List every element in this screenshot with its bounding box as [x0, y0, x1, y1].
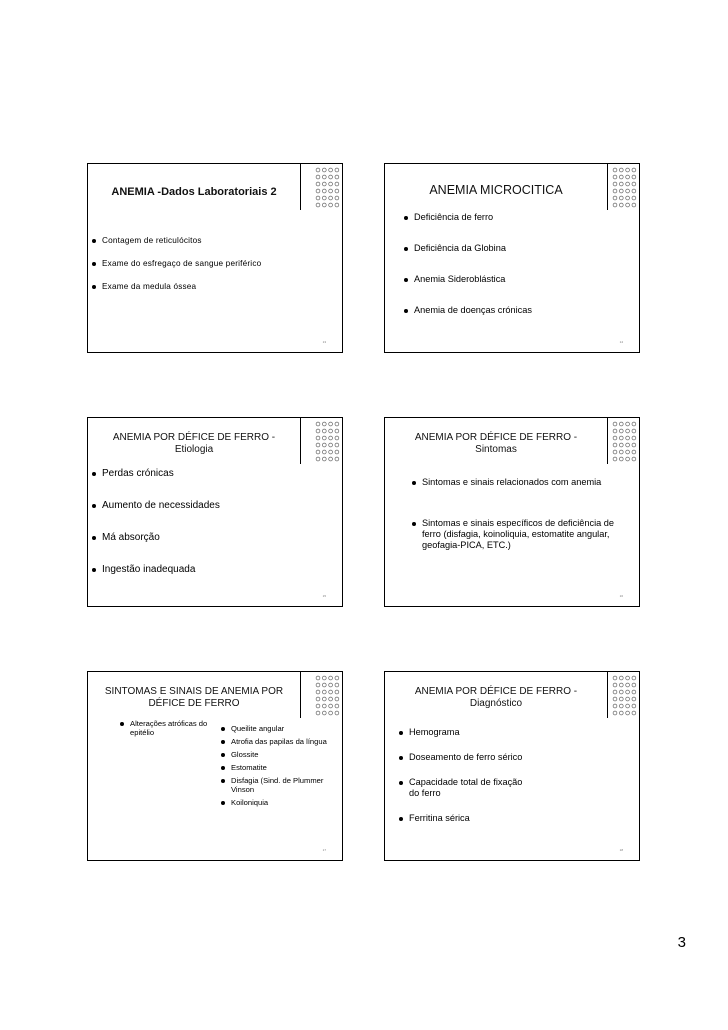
slide-number: 16	[619, 594, 623, 598]
dot-mark	[316, 711, 320, 715]
dot-mark	[632, 443, 636, 447]
dot-mark	[335, 697, 339, 701]
dot-mark	[613, 189, 617, 193]
dot-mark	[335, 450, 339, 454]
bullet-list-left	[120, 719, 220, 737]
dot-mark	[619, 429, 623, 433]
bullet-list	[412, 477, 624, 551]
dot-mark	[613, 697, 617, 701]
list-item: Anemia de doenças crónicas	[404, 305, 629, 316]
dot-mark	[329, 175, 333, 179]
dot-mark	[626, 429, 630, 433]
dot-mark	[322, 189, 326, 193]
dot-mark	[335, 704, 339, 708]
dot-mark	[316, 168, 320, 172]
dot-mark	[632, 704, 636, 708]
dot-mark	[329, 168, 333, 172]
dot-mark	[329, 676, 333, 680]
dot-mark	[322, 175, 326, 179]
list-item: Capacidade total de fixação do ferro	[399, 777, 524, 799]
slide-17	[87, 671, 343, 861]
bullet-list-right	[221, 724, 327, 807]
list-item: Sintomas e sinais específicos de deficiência de ferro (disfagia, koinoliquia, estomatite angular, geofagia-PICA, ETC.)	[412, 518, 624, 551]
dot-mark	[632, 175, 636, 179]
dot-mark	[626, 443, 630, 447]
dot-mark	[322, 196, 326, 200]
dot-mark	[626, 697, 630, 701]
dot-mark	[613, 683, 617, 687]
dot-mark	[626, 676, 630, 680]
dot-mark	[613, 450, 617, 454]
dot-mark	[632, 196, 636, 200]
list-item: Ferritina sérica	[399, 813, 524, 824]
dot-mark	[335, 690, 339, 694]
dot-mark	[626, 189, 630, 193]
dot-mark	[322, 683, 326, 687]
dot-mark	[632, 457, 636, 461]
dot-mark	[329, 203, 333, 207]
dot-mark	[316, 436, 320, 440]
list-item: Queilite angular	[221, 724, 327, 733]
list-item: Alterações atróficas do epitélio	[120, 719, 220, 737]
dot-mark	[619, 203, 623, 207]
dot-mark	[322, 436, 326, 440]
dot-mark	[335, 182, 339, 186]
slide-title-line: ANEMIA -Dados Laboratoriais 2	[111, 186, 277, 198]
dot-mark	[335, 457, 339, 461]
dot-mark	[613, 676, 617, 680]
dot-mark	[619, 182, 623, 186]
dot-mark	[619, 683, 623, 687]
dot-mark	[613, 168, 617, 172]
slide-number: 13	[322, 340, 326, 344]
dot-mark	[619, 175, 623, 179]
slide-number: 18	[619, 848, 623, 852]
dot-mark	[335, 429, 339, 433]
dot-mark	[626, 457, 630, 461]
dot-mark	[329, 422, 333, 426]
title-divider	[607, 164, 608, 210]
title-divider	[300, 672, 301, 718]
list-item: Deficiência de ferro	[404, 212, 629, 223]
list-item: Ingestão inadequada	[92, 564, 332, 576]
slide-number: 17	[322, 848, 326, 852]
slide-title	[88, 686, 300, 710]
list-item: Anemia Sideroblástica	[404, 274, 629, 285]
slide-title-line: Diagnóstico	[469, 698, 523, 709]
dot-mark	[626, 711, 630, 715]
dot-mark	[619, 168, 623, 172]
slide-13	[87, 163, 343, 353]
dot-mark	[613, 203, 617, 207]
list-item: Exame do esfregaço de sangue periférico	[92, 259, 332, 269]
slide-title	[385, 432, 607, 456]
dot-mark	[619, 457, 623, 461]
slide-title-line: SINTOMAS E SINAIS DE ANEMIA POR	[104, 686, 284, 697]
dot-mark	[322, 697, 326, 701]
dot-mark	[619, 189, 623, 193]
list-item: Koiloniquia	[221, 798, 327, 807]
bullet-list	[92, 236, 332, 292]
dot-mark	[335, 676, 339, 680]
dot-mark	[316, 690, 320, 694]
dot-mark	[613, 690, 617, 694]
bullet-list	[399, 727, 524, 824]
list-item: Contagem de reticulócitos	[92, 236, 332, 246]
dot-mark	[619, 704, 623, 708]
dot-mark	[322, 457, 326, 461]
dot-mark	[316, 175, 320, 179]
dot-mark	[613, 182, 617, 186]
dot-grid-icon	[315, 421, 341, 463]
list-item: Sintomas e sinais relacionados com anemia	[412, 477, 624, 488]
list-item: Atrofia das papilas da língua	[221, 737, 327, 746]
list-item: Disfagia (Sind. de Plummer Vinson	[221, 776, 327, 794]
dot-mark	[626, 436, 630, 440]
dot-mark	[322, 711, 326, 715]
dot-mark	[613, 175, 617, 179]
slide-title-line: DÉFICE DE FERRO	[148, 698, 240, 709]
dot-mark	[329, 182, 333, 186]
slide-title	[385, 686, 607, 710]
dot-mark	[322, 168, 326, 172]
dot-mark	[632, 436, 636, 440]
slide-15	[87, 417, 343, 607]
dot-mark	[316, 450, 320, 454]
dot-mark	[329, 711, 333, 715]
dot-mark	[613, 443, 617, 447]
dot-mark	[626, 203, 630, 207]
dot-mark	[619, 676, 623, 680]
dot-mark	[619, 196, 623, 200]
slide-title-line: ANEMIA POR DÉFICE DE FERRO -	[414, 686, 578, 697]
slide-title-line: ANEMIA POR DÉFICE DE FERRO -	[112, 432, 276, 443]
list-item: Doseamento de ferro sérico	[399, 752, 524, 763]
dot-mark	[613, 196, 617, 200]
dot-mark	[626, 422, 630, 426]
dot-mark	[626, 450, 630, 454]
dot-mark	[322, 704, 326, 708]
slide-number: 14	[619, 340, 623, 344]
dot-mark	[626, 704, 630, 708]
dot-mark	[322, 676, 326, 680]
slide-18	[384, 671, 640, 861]
dot-mark	[329, 697, 333, 701]
dot-mark	[632, 676, 636, 680]
list-item: Má absorção	[92, 532, 332, 544]
dot-mark	[329, 704, 333, 708]
list-item: Aumento de necessidades	[92, 500, 332, 512]
dot-mark	[335, 196, 339, 200]
dot-mark	[329, 189, 333, 193]
title-divider	[300, 418, 301, 464]
dot-mark	[632, 189, 636, 193]
dot-mark	[322, 429, 326, 433]
dot-mark	[613, 422, 617, 426]
dot-mark	[619, 422, 623, 426]
dot-mark	[329, 443, 333, 447]
dot-mark	[335, 189, 339, 193]
dot-mark	[335, 436, 339, 440]
slide-title	[88, 432, 300, 456]
dot-mark	[613, 457, 617, 461]
list-item: Exame da medula óssea	[92, 282, 332, 292]
dot-mark	[329, 690, 333, 694]
slide-title-line: ANEMIA POR DÉFICE DE FERRO -	[414, 432, 578, 443]
dot-mark	[316, 422, 320, 426]
dot-grid-icon	[315, 167, 341, 209]
dot-mark	[619, 436, 623, 440]
slide-16	[384, 417, 640, 607]
dot-mark	[329, 196, 333, 200]
list-item: Deficiência da Globina	[404, 243, 629, 254]
list-item: Estomatite	[221, 763, 327, 772]
dot-mark	[632, 422, 636, 426]
dot-mark	[613, 429, 617, 433]
dot-grid-icon	[612, 421, 638, 463]
list-item: Hemograma	[399, 727, 524, 738]
dot-mark	[335, 175, 339, 179]
dot-mark	[619, 697, 623, 701]
dot-mark	[329, 429, 333, 433]
dot-mark	[316, 457, 320, 461]
slide-title-line: Sintomas	[475, 444, 517, 455]
slide-title	[88, 186, 300, 198]
dot-mark	[322, 443, 326, 447]
dot-mark	[335, 203, 339, 207]
dot-mark	[619, 450, 623, 454]
dot-mark	[316, 697, 320, 701]
dot-mark	[322, 422, 326, 426]
slide-14	[384, 163, 640, 353]
dot-mark	[632, 182, 636, 186]
dot-mark	[335, 683, 339, 687]
dot-mark	[329, 683, 333, 687]
dot-mark	[632, 697, 636, 701]
bullet-list	[92, 468, 332, 576]
dot-mark	[335, 443, 339, 447]
list-item: Glossite	[221, 750, 327, 759]
title-divider	[300, 164, 301, 210]
dot-mark	[329, 450, 333, 454]
dot-mark	[322, 450, 326, 454]
dot-mark	[335, 168, 339, 172]
dot-mark	[335, 711, 339, 715]
dot-grid-icon	[315, 675, 341, 717]
dot-mark	[316, 203, 320, 207]
dot-mark	[632, 203, 636, 207]
dot-mark	[632, 683, 636, 687]
dot-mark	[316, 704, 320, 708]
dot-mark	[619, 690, 623, 694]
dot-mark	[619, 443, 623, 447]
dot-mark	[316, 189, 320, 193]
dot-mark	[632, 711, 636, 715]
dot-mark	[626, 182, 630, 186]
slide-title	[385, 184, 607, 196]
dot-mark	[322, 690, 326, 694]
dot-grid-icon	[612, 675, 638, 717]
dot-mark	[316, 683, 320, 687]
dot-mark	[613, 711, 617, 715]
slide-title-line: Etiologia	[174, 444, 214, 455]
dot-mark	[322, 182, 326, 186]
slide-title-line: ANEMIA MICROCITICA	[429, 183, 563, 197]
dot-mark	[632, 450, 636, 454]
title-divider	[607, 672, 608, 718]
dot-mark	[632, 690, 636, 694]
dot-mark	[316, 429, 320, 433]
dot-mark	[316, 443, 320, 447]
dot-mark	[626, 683, 630, 687]
page-number: 3	[677, 934, 686, 951]
dot-grid-icon	[612, 167, 638, 209]
dot-mark	[626, 175, 630, 179]
slide-number: 15	[322, 594, 326, 598]
dot-mark	[335, 422, 339, 426]
dot-mark	[626, 168, 630, 172]
dot-mark	[613, 704, 617, 708]
dot-mark	[613, 436, 617, 440]
dot-mark	[322, 203, 326, 207]
dot-mark	[329, 457, 333, 461]
dot-mark	[626, 196, 630, 200]
dot-mark	[329, 436, 333, 440]
dot-mark	[316, 196, 320, 200]
title-divider	[607, 418, 608, 464]
dot-mark	[632, 429, 636, 433]
list-item: Perdas crónicas	[92, 468, 332, 480]
bullet-list	[404, 212, 629, 316]
dot-mark	[316, 182, 320, 186]
dot-mark	[619, 711, 623, 715]
dot-mark	[632, 168, 636, 172]
dot-mark	[626, 690, 630, 694]
dot-mark	[316, 676, 320, 680]
